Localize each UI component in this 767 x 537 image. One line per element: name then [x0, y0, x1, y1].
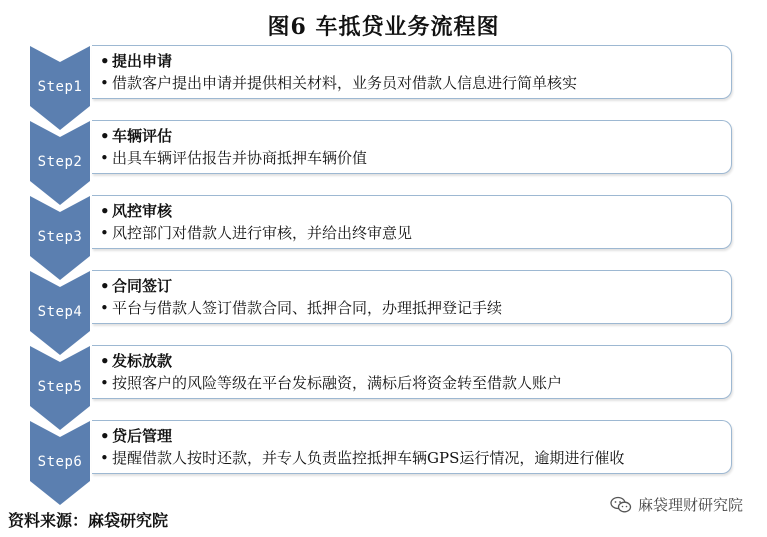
step-box	[92, 345, 732, 399]
step-label: Step1	[37, 79, 83, 95]
step-label: Step5	[37, 379, 83, 395]
bullet: •	[100, 149, 109, 167]
step-heading	[100, 350, 731, 372]
step-description	[100, 222, 731, 244]
step-box	[92, 420, 732, 474]
diagram-title: 图6 车抵贷业务流程图	[267, 14, 500, 40]
step-description-text: 风控部门对借款人进行审核，并给出终审意见	[112, 224, 413, 242]
step-description	[100, 72, 731, 94]
bullet: •	[100, 224, 109, 242]
step-description-text: 平台与借款人签订借款合同、抵押合同，办理抵押登记手续	[112, 299, 503, 317]
bullet: •	[100, 352, 110, 370]
step-description	[100, 372, 731, 394]
bullet: •	[100, 74, 109, 92]
bullet: •	[100, 277, 110, 295]
bullet: •	[100, 127, 110, 145]
step-box	[92, 120, 732, 174]
watermark	[610, 494, 743, 515]
bullet: •	[100, 374, 109, 392]
step-heading-text: 贷后管理	[112, 427, 173, 445]
step-label: Step2	[37, 154, 83, 170]
source-note: 资料来源：麻袋研究院	[8, 511, 169, 530]
step-label: Step6	[37, 454, 83, 470]
bullet: •	[100, 427, 110, 445]
step-heading	[100, 200, 731, 222]
step-description-text: 按照客户的风险等级在平台发标融资，满标后将资金转至借款人账户	[112, 374, 563, 392]
wechat-icon	[610, 496, 632, 514]
step-box	[92, 45, 732, 99]
step-box	[92, 195, 732, 249]
step-description	[100, 297, 731, 319]
bullet: •	[100, 299, 109, 317]
step-description	[100, 147, 731, 169]
step-box	[92, 270, 732, 324]
step-heading-text: 车辆评估	[112, 127, 173, 145]
step-description	[100, 447, 731, 469]
step-heading-text: 风控审核	[112, 202, 173, 220]
step-description-text: 出具车辆评估报告并协商抵押车辆价值	[112, 149, 368, 167]
step-heading	[100, 125, 731, 147]
watermark-text: 麻袋理财研究院	[637, 496, 743, 514]
step-description-text: 提醒借款人按时还款，并专人负责监控抵押车辆GPS运行情况，逾期进行催收	[112, 449, 625, 467]
step-label: Step3	[37, 229, 83, 245]
step-label: Step4	[37, 304, 83, 320]
bullet: •	[100, 52, 110, 70]
step-heading	[100, 50, 731, 72]
step-heading-text: 合同签订	[112, 277, 173, 295]
step-heading	[100, 275, 731, 297]
step-description-text: 借款客户提出申请并提供相关材料，业务员对借款人信息进行简单核实	[112, 74, 578, 92]
step-heading	[100, 425, 731, 447]
bullet: •	[100, 202, 110, 220]
step-heading-text: 发标放款	[112, 352, 173, 370]
bullet: •	[100, 449, 109, 467]
step-heading-text: 提出申请	[112, 52, 173, 70]
